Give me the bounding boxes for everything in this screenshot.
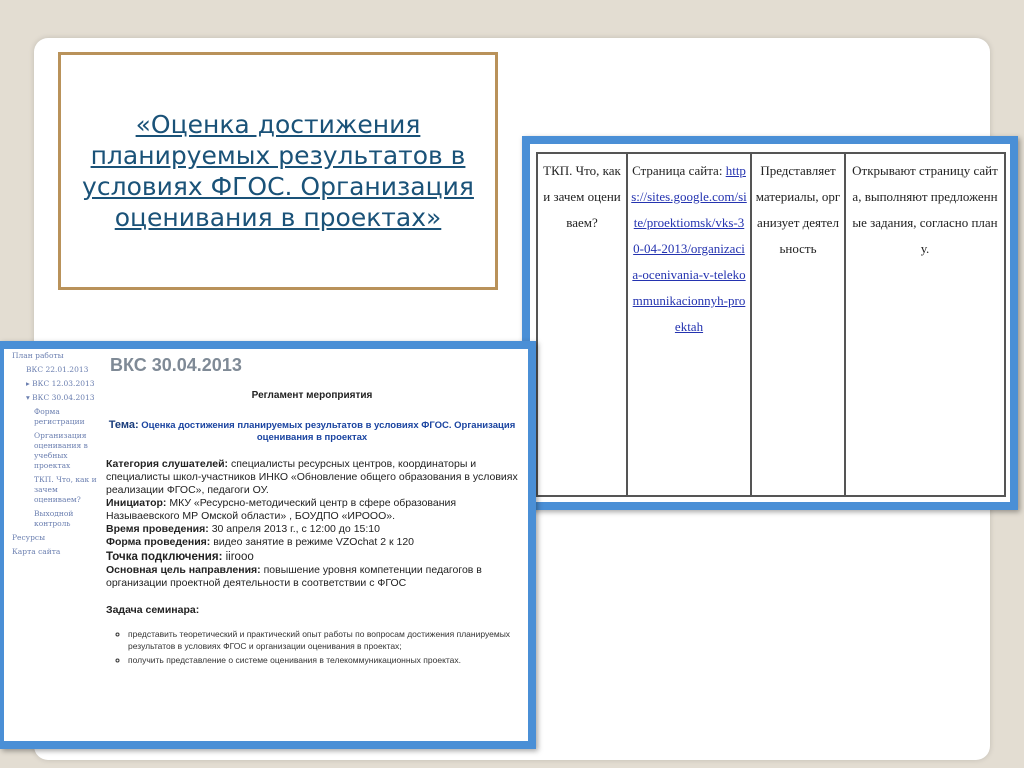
info-row [106, 523, 518, 536]
nav-subitem[interactable]: Выходной контроль [34, 509, 74, 528]
site-link[interactable]: https://sites.google.com/site/proektiomsk/vks-30-04-2013/organizacia-ocenivania-v-telekommunikacionnyh-proektah [631, 163, 747, 334]
tema-label: Тема: [108, 419, 139, 431]
slide-title[interactable]: «Оценка достижения планируемых результатов в условиях ФГОС. Организация оценивания в проектах» [82, 110, 474, 232]
info-label: Инициатор: [106, 497, 167, 509]
nav-subitem[interactable]: Форма регистрации [34, 407, 85, 426]
info-label: Время проведения: [106, 523, 209, 535]
nav-item[interactable]: ▾ ВКС 30.04.2013 [26, 393, 95, 402]
table-cell: Открывают страницу сайта, выполняют предложенные задания, согласно плану. [845, 153, 1005, 496]
screenshot-table [522, 136, 1018, 510]
link-prefix: Страница сайта: [632, 163, 726, 178]
tema-text: Оценка достижения планируемых результатов в условиях ФГОС. Организация оценивания в проектах [141, 420, 516, 443]
info-row [106, 564, 518, 590]
info-label: Основная цель направления: [106, 564, 261, 576]
nav-item[interactable]: ▸ ВКС 12.03.2013 [26, 379, 95, 388]
event-info [106, 458, 518, 590]
nav-resources[interactable]: Ресурсы [12, 533, 46, 542]
info-row [106, 551, 518, 564]
info-value: видео занятие в режиме VZOchat 2 к 120 [213, 536, 415, 548]
info-value: iirooo [225, 551, 254, 563]
page-title: ВКС 30.04.2013 [110, 355, 242, 375]
info-label: Форма проведения: [106, 536, 211, 548]
nav-top[interactable]: План работы [12, 351, 64, 360]
info-value: 30 апреля 2013 г., с 12:00 до 15:10 [211, 523, 380, 535]
side-nav [12, 351, 100, 561]
info-value: специалисты ресурсных центров, координаторы и специалисты школ-участников ИНКО «Обновление общего образования в условиях реализации ФГОС», педагоги ОУ. [106, 458, 518, 496]
info-value: повышение уровня компетенции педагогов в организации проектной деятельности в соответствии с ФГОС [106, 564, 482, 589]
info-label: Категория слушателей: [106, 458, 229, 470]
nav-item[interactable]: ВКС 22.01.2013 [26, 365, 89, 374]
reglament-heading: Регламент мероприятия [251, 390, 373, 401]
nav-subitem[interactable]: Организация оценивания в учебных проектах [34, 431, 88, 470]
info-row [106, 458, 518, 497]
info-label: Точка подключения: [106, 551, 223, 563]
page-main [106, 355, 518, 668]
tasks-title: Задача семинара: [106, 604, 200, 616]
table-cell: Представляет материалы, организует деятельность [751, 153, 845, 496]
info-value: МКУ «Ресурсно-методический центр в сфере образования Называевского МР Омской области» , БОУДПО «ИРООО». [106, 497, 457, 522]
screenshot-webpage [0, 341, 536, 749]
list-item: ◦ получить представление о системе оценивания в телекоммуникационных проектах. [128, 654, 518, 666]
nav-subitem[interactable]: ТКП. Что, как и зачем оцениваем? [34, 475, 97, 504]
nav-sitemap[interactable]: Карта сайта [12, 547, 61, 556]
list-item: ◦ представить теоретический и практический опыт работы по вопросам достижения планируемых результатов в условиях ФГОС и организации оценивания в проектах; [128, 628, 518, 652]
tema [106, 419, 518, 444]
tkp-table [536, 152, 1006, 497]
table-cell-link [627, 153, 751, 496]
info-row [106, 536, 518, 549]
info-row [106, 497, 518, 523]
tasks-list [106, 628, 518, 666]
title-box [58, 52, 498, 290]
table-cell: ТКП. Что, как и зачем оцениваем? [537, 153, 627, 496]
